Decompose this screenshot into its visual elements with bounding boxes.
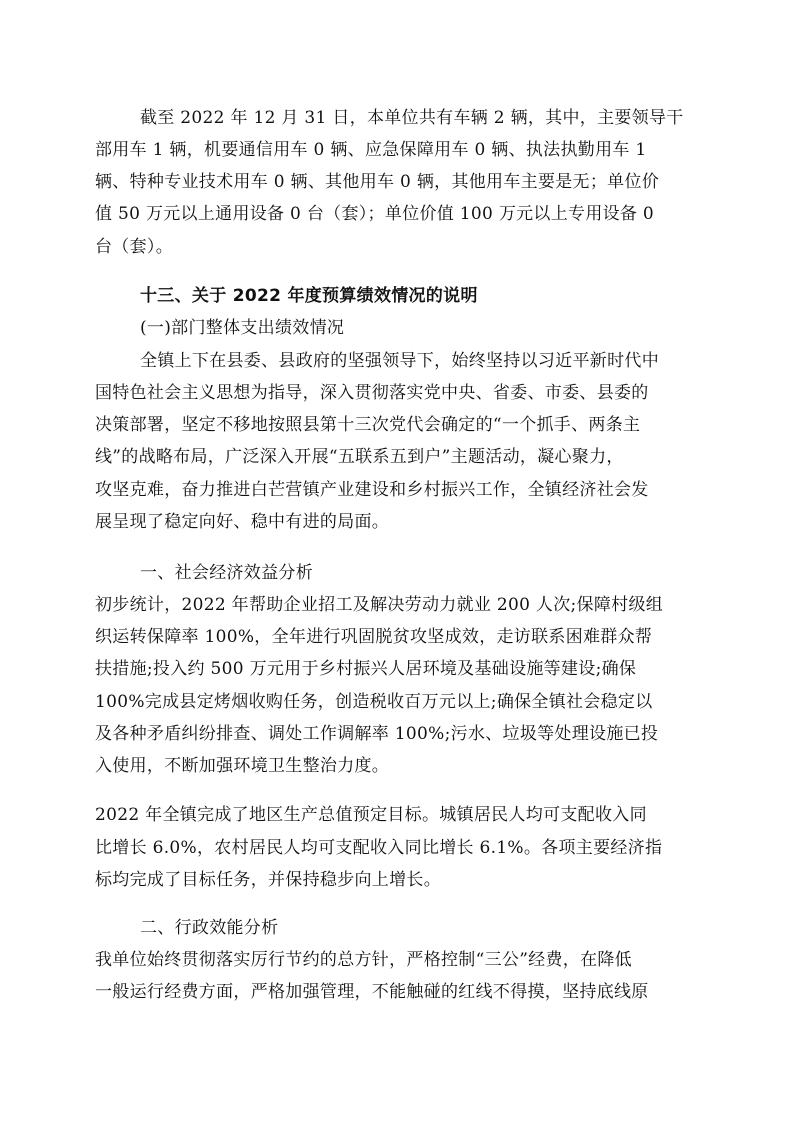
social-para-line-6: 入使用，不断加强环境卫生整治力度。 [95, 756, 390, 776]
growth-para-line-3: 标均完成了目标任务，并保持稳步向上增长。 [95, 870, 441, 890]
overall-para-line-2: 国特色社会主义思想为指导，深入贯彻落实党中央、省委、市委、县委的 [95, 383, 649, 403]
admin-para-line-2: 一般运行经费方面，严格加强管理，不能触碰的红线不得摸，坚持底线原 [95, 982, 649, 1002]
overall-para-line-1: 全镇上下在县委、县政府的坚强领导下，始终坚持以习近平新时代中 [140, 351, 659, 371]
subsection-social-economic: 一、社会经济效益分析 [140, 563, 313, 583]
social-para-line-3: 扶措施;投入约 500 万元用于乡村振兴人居环境及基础设施等建设;确保 [95, 659, 637, 679]
social-para-line-1: 初步统计，2022 年帮助企业招工及解决劳动力就业 200 人次;保障村级组 [95, 595, 664, 615]
section-13-heading: 十三、关于 2022 年度预算绩效情况的说明 [140, 286, 478, 306]
growth-para-line-2: 比增长 6.0%，农村居民人均可支配收入同比增长 6.1%。各项主要经济指 [95, 838, 663, 858]
vehicles-line-4: 值 50 万元以上通用设备 0 台（套）；单位价值 100 万元以上专用设备 0 [95, 204, 655, 224]
growth-para-line-1: 2022 年全镇完成了地区生产总值预定目标。城镇居民人均可支配收入同 [95, 805, 647, 825]
vehicles-line-1: 截至 2022 年 12 月 31 日，本单位共有车辆 2 辆，其中，主要领导干 [140, 108, 684, 128]
social-para-line-4: 100%完成县定烤烟收购任务，创造税收百万元以上;确保全镇社会稳定以 [95, 692, 653, 712]
overall-para-line-3: 决策部署，坚定不移地按照县第十三次党代会确定的“一个抓手、两条主 [95, 415, 641, 435]
subsection-admin-efficiency: 二、行政效能分析 [140, 918, 279, 938]
vehicles-line-3: 辆、特种专业技术用车 0 辆、其他用车 0 辆，其他用车主要是无；单位价 [95, 172, 660, 192]
admin-para-line-1: 我单位始终贯彻落实厉行节约的总方针，严格控制“三公”经费，在降低 [95, 950, 632, 970]
subsection-overall-performance: (一)部门整体支出绩效情况 [140, 318, 345, 338]
social-para-line-2: 织运转保障率 100%，全年进行巩固脱贫攻坚成效，走访联系困难群众帮 [95, 627, 653, 647]
vehicles-line-2: 部用车 1 辆，机要通信用车 0 辆、应急保障用车 0 辆、执法执勤用车 1 [95, 140, 647, 160]
overall-para-line-5: 攻坚克难，奋力推进白芒营镇产业建设和乡村振兴工作，全镇经济社会发 [95, 480, 649, 500]
overall-para-line-6: 展呈现了稳定向好、稳中有进的局面。 [95, 512, 390, 532]
overall-para-line-4: 线”的战略布局，广泛深入开展“五联系五到户”主题活动，凝心聚力， [95, 447, 624, 467]
vehicles-line-5: 台（套）。 [95, 237, 173, 257]
social-para-line-5: 及各种矛盾纠纷排查、调处工作调解率 100%;污水、垃圾等处理设施已投 [95, 724, 659, 744]
